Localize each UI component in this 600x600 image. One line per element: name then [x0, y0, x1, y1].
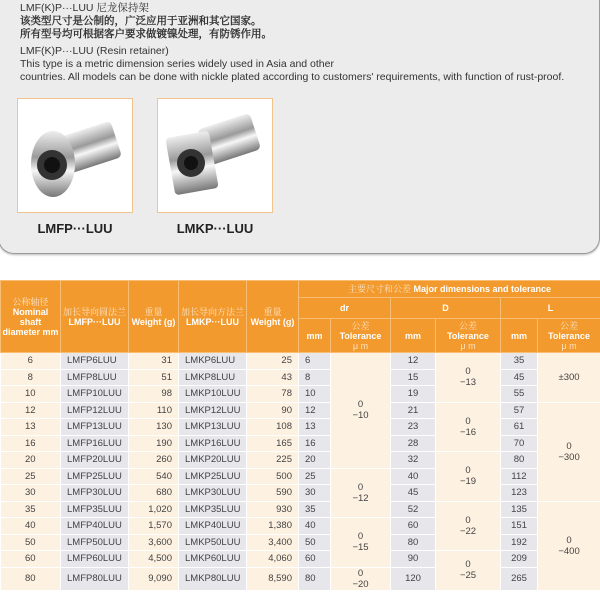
- L-mm: 70: [501, 435, 538, 452]
- D-tolerance: 0 −13: [436, 353, 501, 403]
- lmfp-weight: 110: [129, 402, 179, 419]
- lmkp-weight: 590: [247, 485, 299, 502]
- lmfp-weight: 680: [129, 485, 179, 502]
- shaft-diameter: 12: [1, 402, 61, 419]
- lmkp-model: LMKP35LUU: [179, 501, 247, 518]
- lmfp-weight: 98: [129, 386, 179, 403]
- col-D: D: [391, 298, 501, 319]
- lmfp-weight: 130: [129, 419, 179, 436]
- D-tolerance: 0 −19: [436, 452, 501, 502]
- L-tolerance: ±300: [538, 353, 600, 403]
- dr-mm: 13: [299, 419, 331, 436]
- dr-mm: 16: [299, 435, 331, 452]
- table-row: [1, 353, 600, 370]
- dr-mm: 60: [299, 551, 331, 568]
- shaft-diameter: 25: [1, 468, 61, 485]
- col-L: L: [501, 298, 600, 319]
- L-mm: 35: [501, 353, 538, 370]
- lmkp-caption: LMKP···LUU: [176, 221, 254, 236]
- D-mm: 23: [391, 419, 436, 436]
- en-line1: This type is a metric dimension series widely used in Asia and other: [20, 58, 334, 70]
- shaft-diameter: 30: [1, 485, 61, 502]
- col-dr: dr: [299, 298, 391, 319]
- dr-mm: 80: [299, 567, 331, 590]
- table-row: [1, 369, 600, 386]
- lmfp-product-image: [17, 98, 133, 213]
- lmkp-model: LMKP13LUU: [179, 419, 247, 436]
- L-mm: 192: [501, 534, 538, 551]
- dr-tolerance: 0 −10: [331, 353, 391, 469]
- col-major: 主要尺寸和公差 Major dimensions and tolerance: [299, 281, 600, 298]
- lmkp-weight: 930: [247, 501, 299, 518]
- lmfp-weight: 3,600: [129, 534, 179, 551]
- table-row: [1, 435, 600, 452]
- spec-table: [0, 280, 600, 591]
- dr-mm: 12: [299, 402, 331, 419]
- lmfp-model: LMFP12LUU: [61, 402, 129, 419]
- shaft-diameter: 8: [1, 369, 61, 386]
- L-mm: 61: [501, 419, 538, 436]
- shaft-diameter: 60: [1, 551, 61, 568]
- dr-mm: 40: [299, 518, 331, 535]
- lmkp-weight: 225: [247, 452, 299, 469]
- dr-mm: 10: [299, 386, 331, 403]
- lmfp-weight: 260: [129, 452, 179, 469]
- lmfp-weight: 9,090: [129, 567, 179, 590]
- L-tolerance: 0 −300: [538, 402, 600, 501]
- lmkp-model: LMKP8LUU: [179, 369, 247, 386]
- lmfp-model: LMFP20LUU: [61, 452, 129, 469]
- lmfp-model: LMFP10LUU: [61, 386, 129, 403]
- shaft-diameter: 16: [1, 435, 61, 452]
- lmfp-model: LMFP80LUU: [61, 567, 129, 590]
- table-row: [1, 468, 600, 485]
- dr-tolerance: 0 −15: [331, 518, 391, 568]
- table-row: [1, 501, 600, 518]
- lmkp-model: LMKP25LUU: [179, 468, 247, 485]
- L-mm: 45: [501, 369, 538, 386]
- lmfp-caption: LMFP···LUU: [37, 221, 113, 236]
- lmkp-model: LMKP6LUU: [179, 353, 247, 370]
- col-shaft: 公称轴径 Nominal shaft diameter mm: [1, 281, 61, 353]
- table-row: [1, 534, 600, 551]
- D-mm: 19: [391, 386, 436, 403]
- cn-line2: 所有型号均可根据客户要求做镀镍处理，有防锈作用。: [20, 28, 272, 40]
- lmkp-weight: 25: [247, 353, 299, 370]
- table-row: [1, 485, 600, 502]
- L-mm: 265: [501, 567, 538, 590]
- col-D-mm: mm: [391, 319, 436, 353]
- lmkp-weight: 108: [247, 419, 299, 436]
- cn-title: LMF(K)P···LUU 尼龙保持架: [20, 2, 149, 14]
- col-D-tolerance: 公差 Tolerance μ m: [436, 319, 501, 353]
- lmkp-product-image: [157, 98, 273, 213]
- L-mm: 112: [501, 468, 538, 485]
- D-tolerance: 0 −16: [436, 402, 501, 452]
- shaft-diameter: 35: [1, 501, 61, 518]
- dr-mm: 35: [299, 501, 331, 518]
- table-row: [1, 419, 600, 436]
- D-mm: 28: [391, 435, 436, 452]
- lmkp-weight: 165: [247, 435, 299, 452]
- lmfp-model: LMFP16LUU: [61, 435, 129, 452]
- table-row: [1, 551, 600, 568]
- lmfp-weight: 31: [129, 353, 179, 370]
- lmfp-model: LMFP50LUU: [61, 534, 129, 551]
- L-mm: 151: [501, 518, 538, 535]
- col-weight-lmfp: 重量 Weight (g): [129, 281, 179, 353]
- table-row: [1, 567, 600, 590]
- D-mm: 120: [391, 567, 436, 590]
- lmkp-model: LMKP30LUU: [179, 485, 247, 502]
- L-mm: 57: [501, 402, 538, 419]
- dr-mm: 20: [299, 452, 331, 469]
- D-mm: 52: [391, 501, 436, 518]
- dr-mm: 6: [299, 353, 331, 370]
- en-title: LMF(K)P···LUU (Resin retainer): [20, 45, 169, 57]
- intro-cn: [20, 2, 272, 41]
- lmkp-model: LMKP80LUU: [179, 567, 247, 590]
- cn-line1: 该类型尺寸是公制的，广泛应用于亚洲和其它国家。: [20, 15, 262, 27]
- lmkp-weight: 3,400: [247, 534, 299, 551]
- L-mm: 123: [501, 485, 538, 502]
- col-weight-lmkp: 重量 Weight (g): [247, 281, 299, 353]
- lmkp-model: LMKP10LUU: [179, 386, 247, 403]
- D-mm: 12: [391, 353, 436, 370]
- L-mm: 80: [501, 452, 538, 469]
- dr-mm: 50: [299, 534, 331, 551]
- D-mm: 60: [391, 518, 436, 535]
- lmfp-model: LMFP6LUU: [61, 353, 129, 370]
- shaft-diameter: 40: [1, 518, 61, 535]
- D-mm: 15: [391, 369, 436, 386]
- intro-en: [20, 45, 564, 84]
- col-dr-mm: mm: [299, 319, 331, 353]
- col-L-tolerance: 公差 Tolerance μ m: [538, 319, 600, 353]
- shaft-diameter: 10: [1, 386, 61, 403]
- lmfp-weight: 1,570: [129, 518, 179, 535]
- lmkp-weight: 43: [247, 369, 299, 386]
- lmfp-weight: 190: [129, 435, 179, 452]
- D-mm: 80: [391, 534, 436, 551]
- lmfp-weight: 51: [129, 369, 179, 386]
- lmkp-weight: 500: [247, 468, 299, 485]
- dr-mm: 25: [299, 468, 331, 485]
- dr-tolerance: 0 −20: [331, 567, 391, 590]
- lmkp-model: LMKP20LUU: [179, 452, 247, 469]
- lmkp-weight: 8,590: [247, 567, 299, 590]
- lmkp-weight: 1,380: [247, 518, 299, 535]
- table-row: [1, 452, 600, 469]
- lmfp-model: LMFP13LUU: [61, 419, 129, 436]
- lmfp-weight: 540: [129, 468, 179, 485]
- lmkp-model: LMKP16LUU: [179, 435, 247, 452]
- L-mm: 209: [501, 551, 538, 568]
- lmkp-weight: 4,060: [247, 551, 299, 568]
- lmkp-weight: 90: [247, 402, 299, 419]
- D-mm: 90: [391, 551, 436, 568]
- lmkp-model: LMKP50LUU: [179, 534, 247, 551]
- lmfp-model: LMFP8LUU: [61, 369, 129, 386]
- col-L-mm: mm: [501, 319, 538, 353]
- L-mm: 55: [501, 386, 538, 403]
- L-mm: 135: [501, 501, 538, 518]
- D-mm: 32: [391, 452, 436, 469]
- dr-mm: 8: [299, 369, 331, 386]
- lmkp-model: LMKP12LUU: [179, 402, 247, 419]
- L-tolerance: 0 −400: [538, 501, 600, 590]
- shaft-diameter: 6: [1, 353, 61, 370]
- lmfp-model: LMFP35LUU: [61, 501, 129, 518]
- lmfp-weight: 1,020: [129, 501, 179, 518]
- shaft-diameter: 80: [1, 567, 61, 590]
- lmfp-model: LMFP25LUU: [61, 468, 129, 485]
- table-row: [1, 386, 600, 403]
- D-mm: 21: [391, 402, 436, 419]
- D-mm: 45: [391, 485, 436, 502]
- shaft-diameter: 13: [1, 419, 61, 436]
- lmfp-model: LMFP30LUU: [61, 485, 129, 502]
- lmfp-model: LMFP60LUU: [61, 551, 129, 568]
- dr-mm: 30: [299, 485, 331, 502]
- shaft-diameter: 50: [1, 534, 61, 551]
- en-line2: countries. All models can be done with nickle plated according to customers' requirements, with function of rust-proof.: [20, 71, 565, 83]
- table-row: [1, 402, 600, 419]
- lmkp-model: LMKP40LUU: [179, 518, 247, 535]
- lmkp-model: LMKP60LUU: [179, 551, 247, 568]
- table-row: [1, 518, 600, 535]
- shaft-diameter: 20: [1, 452, 61, 469]
- col-dr-tolerance: 公差 Tolerance μ m: [331, 319, 391, 353]
- col-lmfp: 加长导向圆法兰 LMFP···LUU: [61, 281, 129, 353]
- dr-tolerance: 0 −12: [331, 468, 391, 518]
- lmfp-weight: 4,500: [129, 551, 179, 568]
- D-tolerance: 0 −25: [436, 551, 501, 591]
- D-tolerance: 0 −22: [436, 501, 501, 551]
- lmfp-model: LMFP40LUU: [61, 518, 129, 535]
- D-mm: 40: [391, 468, 436, 485]
- lmkp-weight: 78: [247, 386, 299, 403]
- col-lmkp: 加长导向方法兰 LMKP···LUU: [179, 281, 247, 353]
